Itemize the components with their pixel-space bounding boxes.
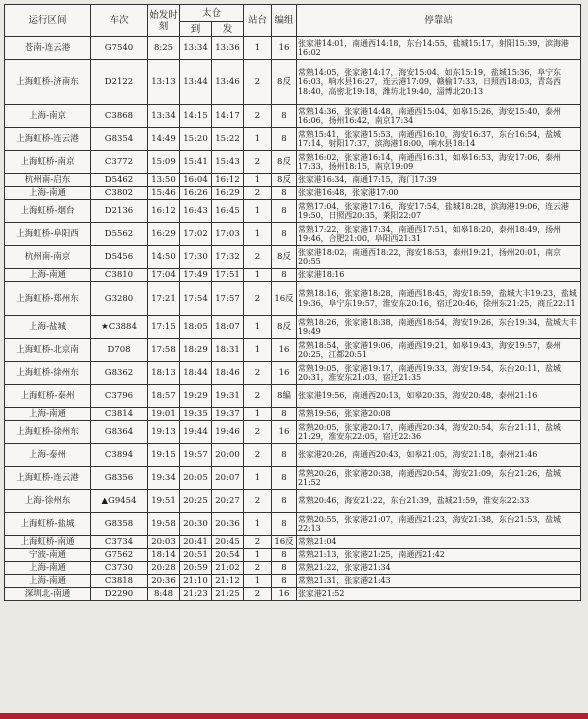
departure-time-cell: 13:50: [148, 174, 180, 187]
departure-time-cell: 19:51: [148, 490, 180, 513]
platform-cell: 1: [244, 549, 272, 562]
departure-time-cell: 18:13: [148, 362, 180, 385]
stops-cell: 常熟21:13，张家港21:25，南通西21:42: [297, 549, 581, 562]
leave-time-cell: 18:46: [212, 362, 244, 385]
route-cell: 上海虹桥-北京南: [5, 339, 91, 362]
departure-time-cell: 17:21: [148, 282, 180, 316]
route-cell: 上海-南通: [5, 269, 91, 282]
train-number-cell: D2136: [91, 200, 148, 223]
formation-cell: 8: [272, 562, 297, 575]
platform-cell: 1: [244, 339, 272, 362]
departure-time-cell: 8:25: [148, 37, 180, 60]
header-train: 车次: [91, 5, 148, 37]
train-number-cell: G8364: [91, 421, 148, 444]
table-row: [5, 187, 581, 200]
stops-cell: 常熟20:05，张家港20:17，南通西20:34，海安20:54，东台21:11，盐城21:29，淮安东22:05，宿迁22:36: [297, 421, 581, 444]
platform-cell: 2: [244, 444, 272, 467]
arrival-time-cell: 20:59: [180, 562, 212, 575]
train-number-cell: D708: [91, 339, 148, 362]
header-arrive: 到: [180, 22, 212, 37]
formation-cell: 8反: [272, 60, 297, 105]
arrival-time-cell: 20:51: [180, 549, 212, 562]
header-platform: 站台: [244, 5, 272, 37]
table-row: [5, 421, 581, 444]
stops-cell: 常熟20:55，张家港21:07，南通西21:23，海安21:38，东台21:53，盐城22:13: [297, 513, 581, 536]
route-cell: 上海虹桥-济南东: [5, 60, 91, 105]
train-number-cell: C3818: [91, 575, 148, 588]
arrival-time-cell: 17:54: [180, 282, 212, 316]
table-row: [5, 151, 581, 174]
route-cell: 上海-徐州东: [5, 490, 91, 513]
platform-cell: 2: [244, 562, 272, 575]
train-number-cell: D5456: [91, 246, 148, 269]
platform-cell: 2: [244, 362, 272, 385]
stops-cell: 常熟16:02，张家港16:14，南通西16:31，如皋16:53，海安17:06，泰州17:33，扬州18:15，南京19:09: [297, 151, 581, 174]
route-cell: 深圳北-南通: [5, 588, 91, 601]
bottom-edge: [0, 713, 588, 719]
arrival-time-cell: 19:35: [180, 408, 212, 421]
arrival-time-cell: 13:34: [180, 37, 212, 60]
leave-time-cell: 18:07: [212, 316, 244, 339]
formation-cell: 16: [272, 37, 297, 60]
arrival-time-cell: 20:25: [180, 490, 212, 513]
stops-cell: 常熟21:04: [297, 536, 581, 549]
table-row: [5, 223, 581, 246]
departure-time-cell: 18:14: [148, 549, 180, 562]
formation-cell: 16: [272, 339, 297, 362]
route-cell: 宁波-南通: [5, 549, 91, 562]
departure-time-cell: 15:46: [148, 187, 180, 200]
platform-cell: 1: [244, 467, 272, 490]
formation-cell: 16: [272, 362, 297, 385]
stops-cell: 常熟19:05，张家港19:17，南通西19:33，海安19:54，东台20:11，盐城20:31，淮安东21:03，宿迁21:35: [297, 362, 581, 385]
header-departure-time: 始发时刻: [148, 5, 180, 37]
platform-cell: 1: [244, 128, 272, 151]
formation-cell: 8: [272, 444, 297, 467]
platform-cell: 1: [244, 316, 272, 339]
departure-time-cell: 8:48: [148, 588, 180, 601]
table-row: [5, 269, 581, 282]
train-number-cell: C3734: [91, 536, 148, 549]
route-cell: 上海-南京: [5, 105, 91, 128]
table-row: [5, 588, 581, 601]
platform-cell: 2: [244, 490, 272, 513]
train-timetable: [4, 4, 581, 601]
platform-cell: 1: [244, 37, 272, 60]
header-leave: 发: [212, 22, 244, 37]
arrival-time-cell: 19:29: [180, 385, 212, 408]
arrival-time-cell: 14:15: [180, 105, 212, 128]
leave-time-cell: 21:12: [212, 575, 244, 588]
stops-cell: 张家港14:01，南通西14:18，东台14:55，盐城15:17，射阳15:39，滨海港16:02: [297, 37, 581, 60]
stops-cell: 常熟14:05，张家港14:17，海安15:04，如东15:19，盐城15:36，阜宁东16:03，响水县16:27，连云港17:09，赣榆17:33，日照西18:03，青岛西18:40，高密北19:18，潍坊北19:40，淄博北20:13: [297, 60, 581, 105]
leave-time-cell: 20:54: [212, 549, 244, 562]
table-row: [5, 408, 581, 421]
table-row: [5, 282, 581, 316]
train-number-cell: C3810: [91, 269, 148, 282]
leave-time-cell: 16:45: [212, 200, 244, 223]
arrival-time-cell: 18:05: [180, 316, 212, 339]
train-number-cell: G8362: [91, 362, 148, 385]
stops-cell: 常熟20:26，张家港20:38，南通西20:54，海安21:09，东台21:26，盐城21:52: [297, 467, 581, 490]
platform-cell: 2: [244, 421, 272, 444]
departure-time-cell: 14:49: [148, 128, 180, 151]
table-row: [5, 246, 581, 269]
train-number-cell: G3280: [91, 282, 148, 316]
route-cell: 上海虹桥-泰州: [5, 385, 91, 408]
train-number-cell: D2122: [91, 60, 148, 105]
formation-cell: 16: [272, 421, 297, 444]
route-cell: 杭州南-启东: [5, 174, 91, 187]
train-number-cell: C3802: [91, 187, 148, 200]
platform-cell: 2: [244, 246, 272, 269]
stops-cell: 常熟18:16，张家港18:28，南通西18:45，海安18:59，盐城大丰19:23，盐城19:36，阜宁东19:57，淮安东20:16，宿迁20:46，徐州东21:25，商丘22:11: [297, 282, 581, 316]
table-row: [5, 200, 581, 223]
stops-cell: 张家港20:26，南通西20:43，如皋21:05，海安21:18，泰州21:46: [297, 444, 581, 467]
leave-time-cell: 20:36: [212, 513, 244, 536]
leave-time-cell: 13:36: [212, 37, 244, 60]
departure-time-cell: 17:04: [148, 269, 180, 282]
formation-cell: 8: [272, 575, 297, 588]
arrival-time-cell: 17:49: [180, 269, 212, 282]
stops-cell: 常熟15:41，张家港15:53，南通西16:10，海安16:37，东台16:54，盐城17:14，射阳17:37，滨海港18:00，响水县18:14: [297, 128, 581, 151]
platform-cell: 1: [244, 223, 272, 246]
train-number-cell: C3796: [91, 385, 148, 408]
train-number-cell: G8358: [91, 513, 148, 536]
platform-cell: 2: [244, 105, 272, 128]
train-number-cell: C3772: [91, 151, 148, 174]
arrival-time-cell: 13:44: [180, 60, 212, 105]
formation-cell: 8反: [272, 174, 297, 187]
table-row: [5, 362, 581, 385]
timetable-body: [5, 37, 581, 601]
route-cell: 上海-盐城: [5, 316, 91, 339]
leave-time-cell: 21:02: [212, 562, 244, 575]
stops-cell: 常熟21:22，张家港21:34: [297, 562, 581, 575]
departure-time-cell: 13:34: [148, 105, 180, 128]
route-cell: 苍南-连云港: [5, 37, 91, 60]
route-cell: 上海-泰州: [5, 444, 91, 467]
formation-cell: 8: [272, 490, 297, 513]
formation-cell: 8编: [272, 385, 297, 408]
formation-cell: 8: [272, 128, 297, 151]
leave-time-cell: 19:37: [212, 408, 244, 421]
departure-time-cell: 19:13: [148, 421, 180, 444]
stops-cell: 张家港19:56，南通西20:13，如皋20:35，海安20:48，泰州21:16: [297, 385, 581, 408]
header-stops: 停靠站: [297, 5, 581, 37]
formation-cell: 8: [272, 200, 297, 223]
departure-time-cell: 17:58: [148, 339, 180, 362]
leave-time-cell: 17:32: [212, 246, 244, 269]
arrival-time-cell: 19:44: [180, 421, 212, 444]
leave-time-cell: 20:00: [212, 444, 244, 467]
stops-cell: 常熟14:36，张家港14:48，南通西15:04，如皋15:26，海安15:40，泰州16:06，扬州16:42，南京17:34: [297, 105, 581, 128]
platform-cell: 1: [244, 269, 272, 282]
route-cell: 上海虹桥-连云港: [5, 467, 91, 490]
train-number-cell: C3894: [91, 444, 148, 467]
formation-cell: 16: [272, 588, 297, 601]
formation-cell: 8反: [272, 151, 297, 174]
departure-time-cell: 20:36: [148, 575, 180, 588]
train-number-cell: G8354: [91, 128, 148, 151]
leave-time-cell: 15:43: [212, 151, 244, 174]
platform-cell: 2: [244, 536, 272, 549]
table-row: [5, 385, 581, 408]
table-row: [5, 339, 581, 362]
train-number-cell: C3730: [91, 562, 148, 575]
platform-cell: 1: [244, 200, 272, 223]
header-route: 运行区间: [5, 5, 91, 37]
platform-cell: 2: [244, 60, 272, 105]
leave-time-cell: 14:17: [212, 105, 244, 128]
arrival-time-cell: 20:30: [180, 513, 212, 536]
departure-time-cell: 13:13: [148, 60, 180, 105]
arrival-time-cell: 15:41: [180, 151, 212, 174]
formation-cell: 8: [272, 549, 297, 562]
stops-cell: 常熟19:56，张家港20:08: [297, 408, 581, 421]
table-row: [5, 536, 581, 549]
table-row: [5, 174, 581, 187]
leave-time-cell: 17:03: [212, 223, 244, 246]
departure-time-cell: 15:09: [148, 151, 180, 174]
route-cell: 上海-南通: [5, 562, 91, 575]
stops-cell: 常熟17:22，张家港17:34，南通西17:51，如皋18:20，泰州18:49，扬州19:46，合肥21:00，阜阳西21:31: [297, 223, 581, 246]
route-cell: 上海虹桥-徐州东: [5, 421, 91, 444]
formation-cell: 16反: [272, 536, 297, 549]
formation-cell: 8: [272, 105, 297, 128]
train-number-cell: ▲G9454: [91, 490, 148, 513]
formation-cell: 8: [272, 223, 297, 246]
platform-cell: 1: [244, 174, 272, 187]
arrival-time-cell: 16:43: [180, 200, 212, 223]
leave-time-cell: 18:31: [212, 339, 244, 362]
table-row: [5, 490, 581, 513]
train-number-cell: G7540: [91, 37, 148, 60]
table-row: [5, 562, 581, 575]
leave-time-cell: 15:22: [212, 128, 244, 151]
arrival-time-cell: 15:20: [180, 128, 212, 151]
table-row: [5, 60, 581, 105]
table-row: [5, 37, 581, 60]
route-cell: 上海虹桥-盐城: [5, 513, 91, 536]
platform-cell: 2: [244, 385, 272, 408]
formation-cell: 16反: [272, 282, 297, 316]
leave-time-cell: 19:31: [212, 385, 244, 408]
stops-cell: 张家港18:16: [297, 269, 581, 282]
arrival-time-cell: 16:26: [180, 187, 212, 200]
formation-cell: 8反: [272, 246, 297, 269]
timetable-page: [4, 4, 580, 601]
header-formation: 编组: [272, 5, 297, 37]
platform-cell: 2: [244, 282, 272, 316]
train-number-cell: G7562: [91, 549, 148, 562]
arrival-time-cell: 20:41: [180, 536, 212, 549]
train-number-cell: D2290: [91, 588, 148, 601]
table-row: [5, 549, 581, 562]
stops-cell: 张家港18:02，南通西18:22，海安18:53，泰州19:21，扬州20:01，南京20:55: [297, 246, 581, 269]
leave-time-cell: 13:46: [212, 60, 244, 105]
route-cell: 上海-南通: [5, 187, 91, 200]
formation-cell: 8: [272, 408, 297, 421]
table-row: [5, 575, 581, 588]
platform-cell: 1: [244, 513, 272, 536]
formation-cell: 8: [272, 513, 297, 536]
departure-time-cell: 20:28: [148, 562, 180, 575]
arrival-time-cell: 19:57: [180, 444, 212, 467]
arrival-time-cell: 17:30: [180, 246, 212, 269]
stops-cell: 张家港16:48，张家港17:00: [297, 187, 581, 200]
stops-cell: 常熟17:04，张家港17:16，海安17:54，盐城18:28，滨海港19:06，连云港19:50，日照西20:35，莱阳22:07: [297, 200, 581, 223]
departure-time-cell: 19:01: [148, 408, 180, 421]
leave-time-cell: 16:12: [212, 174, 244, 187]
departure-time-cell: 20:03: [148, 536, 180, 549]
departure-time-cell: 16:12: [148, 200, 180, 223]
departure-time-cell: 16:29: [148, 223, 180, 246]
leave-time-cell: 17:51: [212, 269, 244, 282]
arrival-time-cell: 17:02: [180, 223, 212, 246]
route-cell: 上海虹桥-南通: [5, 536, 91, 549]
train-number-cell: ★C3884: [91, 316, 148, 339]
platform-cell: 2: [244, 588, 272, 601]
table-row: [5, 128, 581, 151]
departure-time-cell: 19:58: [148, 513, 180, 536]
route-cell: 上海虹桥-烟台: [5, 200, 91, 223]
leave-time-cell: 20:45: [212, 536, 244, 549]
departure-time-cell: 19:34: [148, 467, 180, 490]
arrival-time-cell: 18:44: [180, 362, 212, 385]
arrival-time-cell: 21:10: [180, 575, 212, 588]
route-cell: 上海虹桥-连云港: [5, 128, 91, 151]
route-cell: 上海虹桥-郑州东: [5, 282, 91, 316]
table-row: [5, 444, 581, 467]
leave-time-cell: 16:29: [212, 187, 244, 200]
platform-cell: 1: [244, 408, 272, 421]
stops-cell: 常熟18:26，张家港18:38，南通西18:54，海安19:26，东台19:34，盐城大丰19:49: [297, 316, 581, 339]
stops-cell: 张家港16:34，南通17:15，海门17:39: [297, 174, 581, 187]
leave-time-cell: 21:25: [212, 588, 244, 601]
route-cell: 上海-南通: [5, 575, 91, 588]
leave-time-cell: 17:57: [212, 282, 244, 316]
stops-cell: 张家港21:52: [297, 588, 581, 601]
table-row: [5, 467, 581, 490]
platform-cell: 2: [244, 187, 272, 200]
formation-cell: 8: [272, 269, 297, 282]
train-number-cell: C3868: [91, 105, 148, 128]
stops-cell: 常熟20:46，海安21:22，东台21:39，盐城21:59，淮安东22:33: [297, 490, 581, 513]
train-number-cell: C3814: [91, 408, 148, 421]
platform-cell: 2: [244, 151, 272, 174]
route-cell: 杭州南-南京: [5, 246, 91, 269]
route-cell: 上海虹桥-南京: [5, 151, 91, 174]
arrival-time-cell: 21:23: [180, 588, 212, 601]
route-cell: 上海虹桥-徐州东: [5, 362, 91, 385]
train-number-cell: D5562: [91, 223, 148, 246]
stops-cell: 常熟18:54，张家港19:06，南通西19:21，如皋19:43，海安19:57，泰州20:25，江都20:51: [297, 339, 581, 362]
table-row: [5, 513, 581, 536]
leave-time-cell: 20:27: [212, 490, 244, 513]
route-cell: 上海虹桥-阜阳西: [5, 223, 91, 246]
route-cell: 上海-南通: [5, 408, 91, 421]
departure-time-cell: 14:50: [148, 246, 180, 269]
train-number-cell: G8356: [91, 467, 148, 490]
formation-cell: 8: [272, 187, 297, 200]
stops-cell: 常熟21:31，张家港21:43: [297, 575, 581, 588]
departure-time-cell: 18:57: [148, 385, 180, 408]
platform-cell: 1: [244, 575, 272, 588]
leave-time-cell: 19:46: [212, 421, 244, 444]
header-taicang: 太仓: [180, 5, 244, 22]
table-row: [5, 316, 581, 339]
arrival-time-cell: 18:29: [180, 339, 212, 362]
formation-cell: 8反: [272, 316, 297, 339]
leave-time-cell: 20:07: [212, 467, 244, 490]
departure-time-cell: 19:15: [148, 444, 180, 467]
table-row: [5, 105, 581, 128]
arrival-time-cell: 16:04: [180, 174, 212, 187]
formation-cell: 8: [272, 467, 297, 490]
arrival-time-cell: 20:05: [180, 467, 212, 490]
train-number-cell: D5462: [91, 174, 148, 187]
departure-time-cell: 17:15: [148, 316, 180, 339]
